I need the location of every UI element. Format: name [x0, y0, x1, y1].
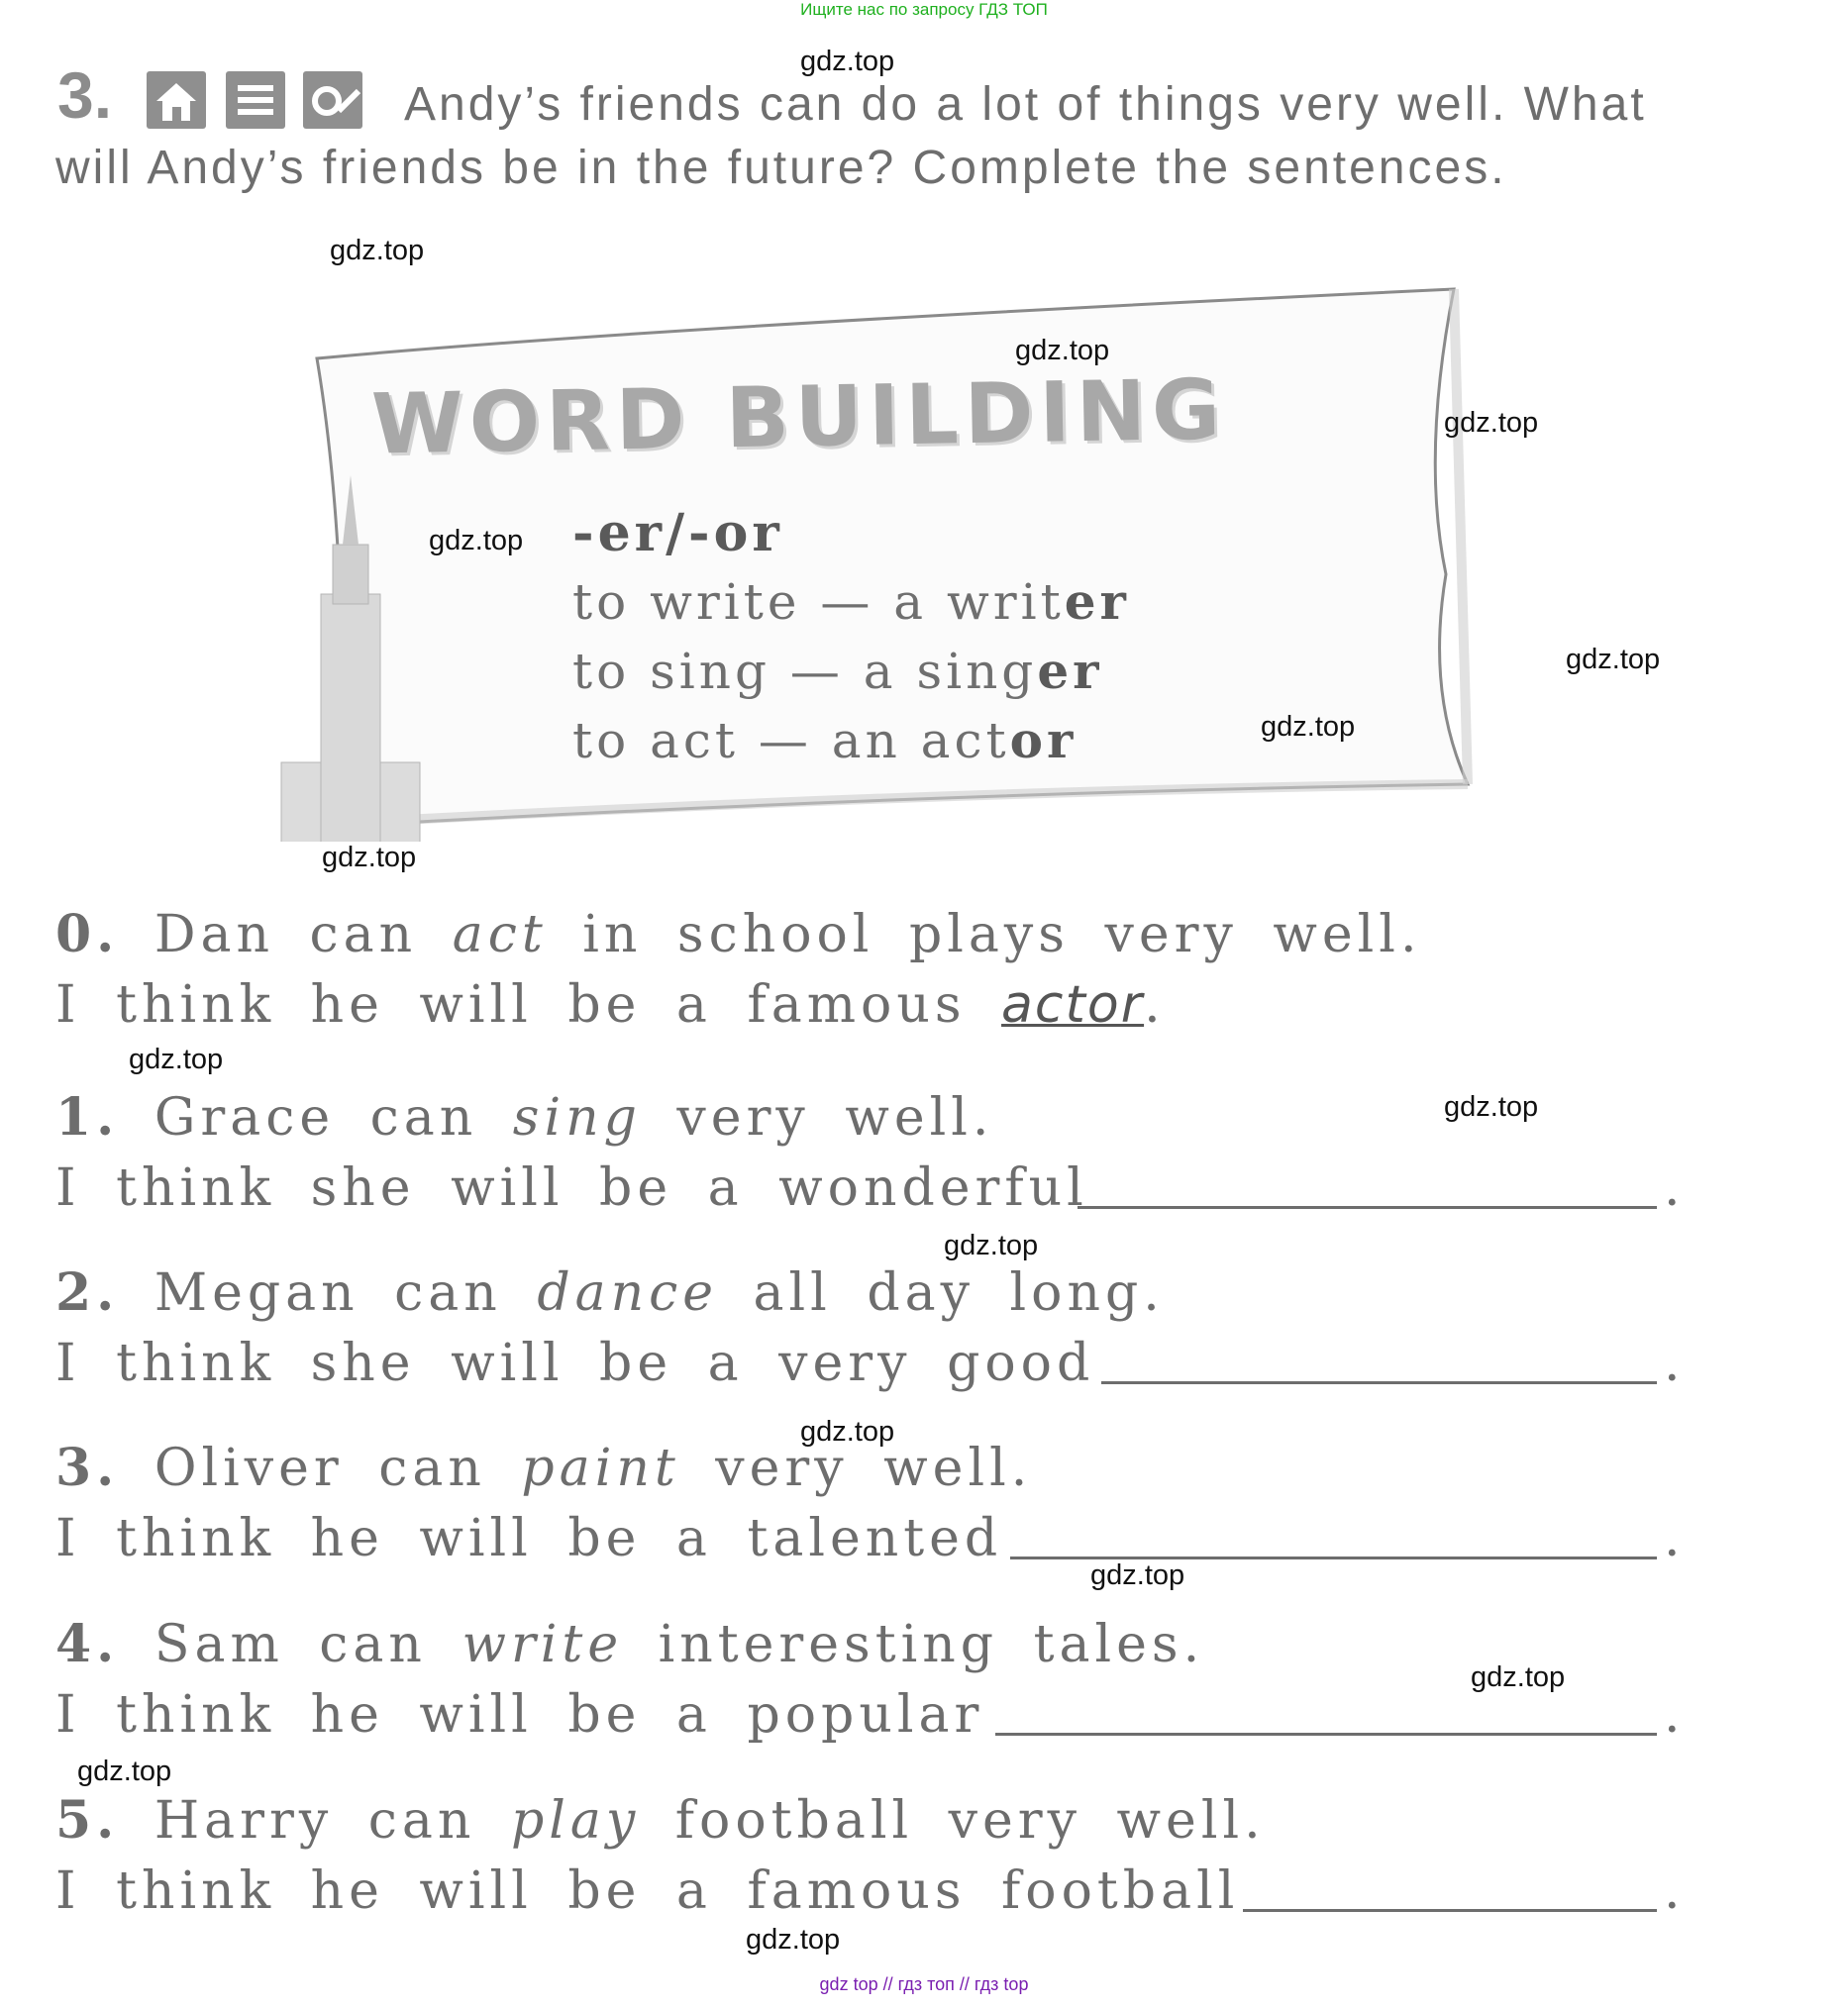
example-sing: to sing — a singer	[572, 642, 1103, 700]
period-3: .	[1664, 1509, 1681, 1568]
suffix-rule: -er/-or	[572, 503, 783, 563]
watermark: gdz.top	[322, 842, 417, 873]
answer-blank-5[interactable]	[1243, 1909, 1657, 1912]
exercise-instruction: Andy’s friends can do a lot of things very well. What will Andy’s friends be in the future? Complete the sentences.	[55, 78, 1647, 194]
watermark: gdz.top	[1444, 407, 1539, 439]
watermark: gdz.top	[429, 525, 524, 556]
period-1: .	[1664, 1158, 1681, 1218]
sentence-4-line-2: I think he will be a popular	[55, 1685, 984, 1745]
watermark: gdz.top	[800, 46, 895, 77]
watermark: gdz.top	[129, 1044, 224, 1075]
footer-note: gdz top // гдз топ // гдз top	[819, 1974, 1029, 1994]
example-write: to write — a writer	[572, 572, 1130, 631]
exercise-number: 3.	[57, 58, 113, 132]
watermark: gdz.top	[1444, 1091, 1539, 1123]
watermark: gdz.top	[330, 235, 425, 266]
sentence-5-line-1: 5. Harry can play football very well.	[55, 1790, 1266, 1851]
watermark: gdz.top	[1090, 1559, 1185, 1591]
answer-blank-1[interactable]	[1078, 1206, 1657, 1209]
header-note: Ищите нас по запросу ГДЗ ТОП	[800, 0, 1048, 19]
sentence-3-line-2: I think he will be a talented	[55, 1509, 1003, 1568]
watermark: gdz.top	[1015, 335, 1110, 366]
sentence-5-line-2: I think he will be a famous football	[55, 1861, 1240, 1921]
example-act: to act — an actor	[572, 711, 1078, 769]
word-building-title: WORD BUILDING	[370, 360, 1227, 473]
sentence-0-line-2: I think he will be a famous actor.	[55, 975, 1166, 1035]
answer-blank-2[interactable]	[1101, 1381, 1657, 1384]
sentence-4-line-1: 4. Sam can write interesting tales.	[55, 1614, 1205, 1674]
sentence-1-line-2: I think she will be a wonderful	[55, 1158, 1088, 1218]
watermark: gdz.top	[1566, 644, 1661, 675]
watermark: gdz.top	[77, 1756, 172, 1787]
watermark: gdz.top	[746, 1924, 841, 1956]
sentence-0-line-1: 0. Dan can act in school plays very well.	[55, 904, 1422, 964]
sentence-2-line-2: I think she will be a very good	[55, 1334, 1095, 1393]
period-4: .	[1664, 1685, 1681, 1745]
watermark: gdz.top	[1261, 711, 1356, 743]
sentence-2-line-1: 2. Megan can dance all day long.	[55, 1262, 1165, 1323]
watermark: gdz.top	[1471, 1661, 1566, 1693]
answer-example: actor	[1001, 975, 1145, 1035]
sentence-3-line-1: 3. Oliver can paint very well.	[55, 1438, 1033, 1498]
sentence-1-line-1: 1. Grace can sing very well.	[55, 1087, 994, 1148]
period-2: .	[1664, 1334, 1681, 1393]
answer-blank-4[interactable]	[995, 1733, 1657, 1736]
watermark: gdz.top	[944, 1230, 1039, 1261]
period-5: .	[1664, 1861, 1681, 1921]
watermark: gdz.top	[800, 1416, 895, 1448]
